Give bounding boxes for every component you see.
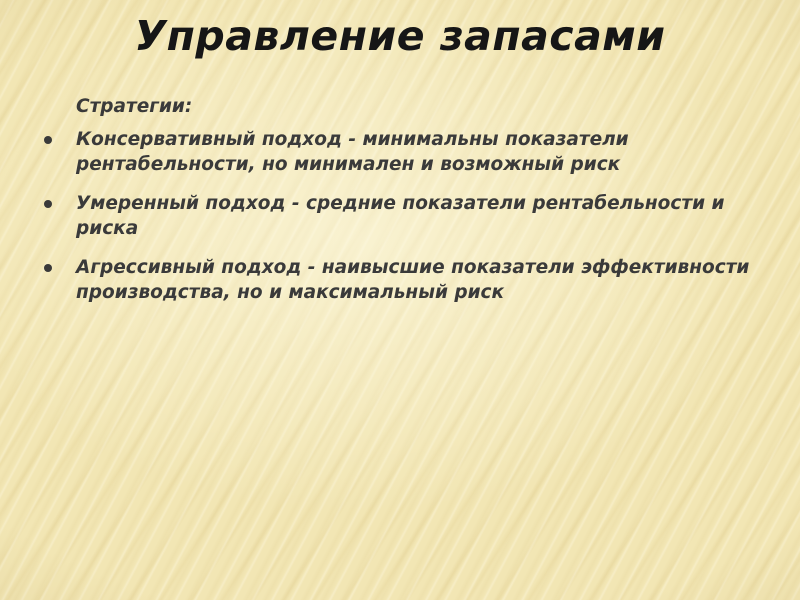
list-item-text: Агрессивный подход - наивысшие показатели эффективности производства, но и максимальный риск (76, 257, 750, 303)
strategies-heading: Стратегии: (76, 96, 193, 117)
list-item-moderate (44, 191, 784, 241)
bullet-icon (44, 136, 52, 144)
strategy-list (44, 127, 784, 305)
slide-content (44, 94, 784, 319)
list-item-text: Консервативный подход - минимальны показатели рентабельности, но минимален и возможный риск (76, 129, 629, 175)
slide-title: Управление запасами (134, 12, 666, 60)
list-item-aggressive (44, 255, 784, 305)
list-item-text: Умеренный подход - средние показатели рентабельности и риска (76, 193, 725, 239)
bullet-icon (44, 200, 52, 208)
bullet-icon (44, 264, 52, 272)
list-item-conservative (44, 127, 784, 177)
